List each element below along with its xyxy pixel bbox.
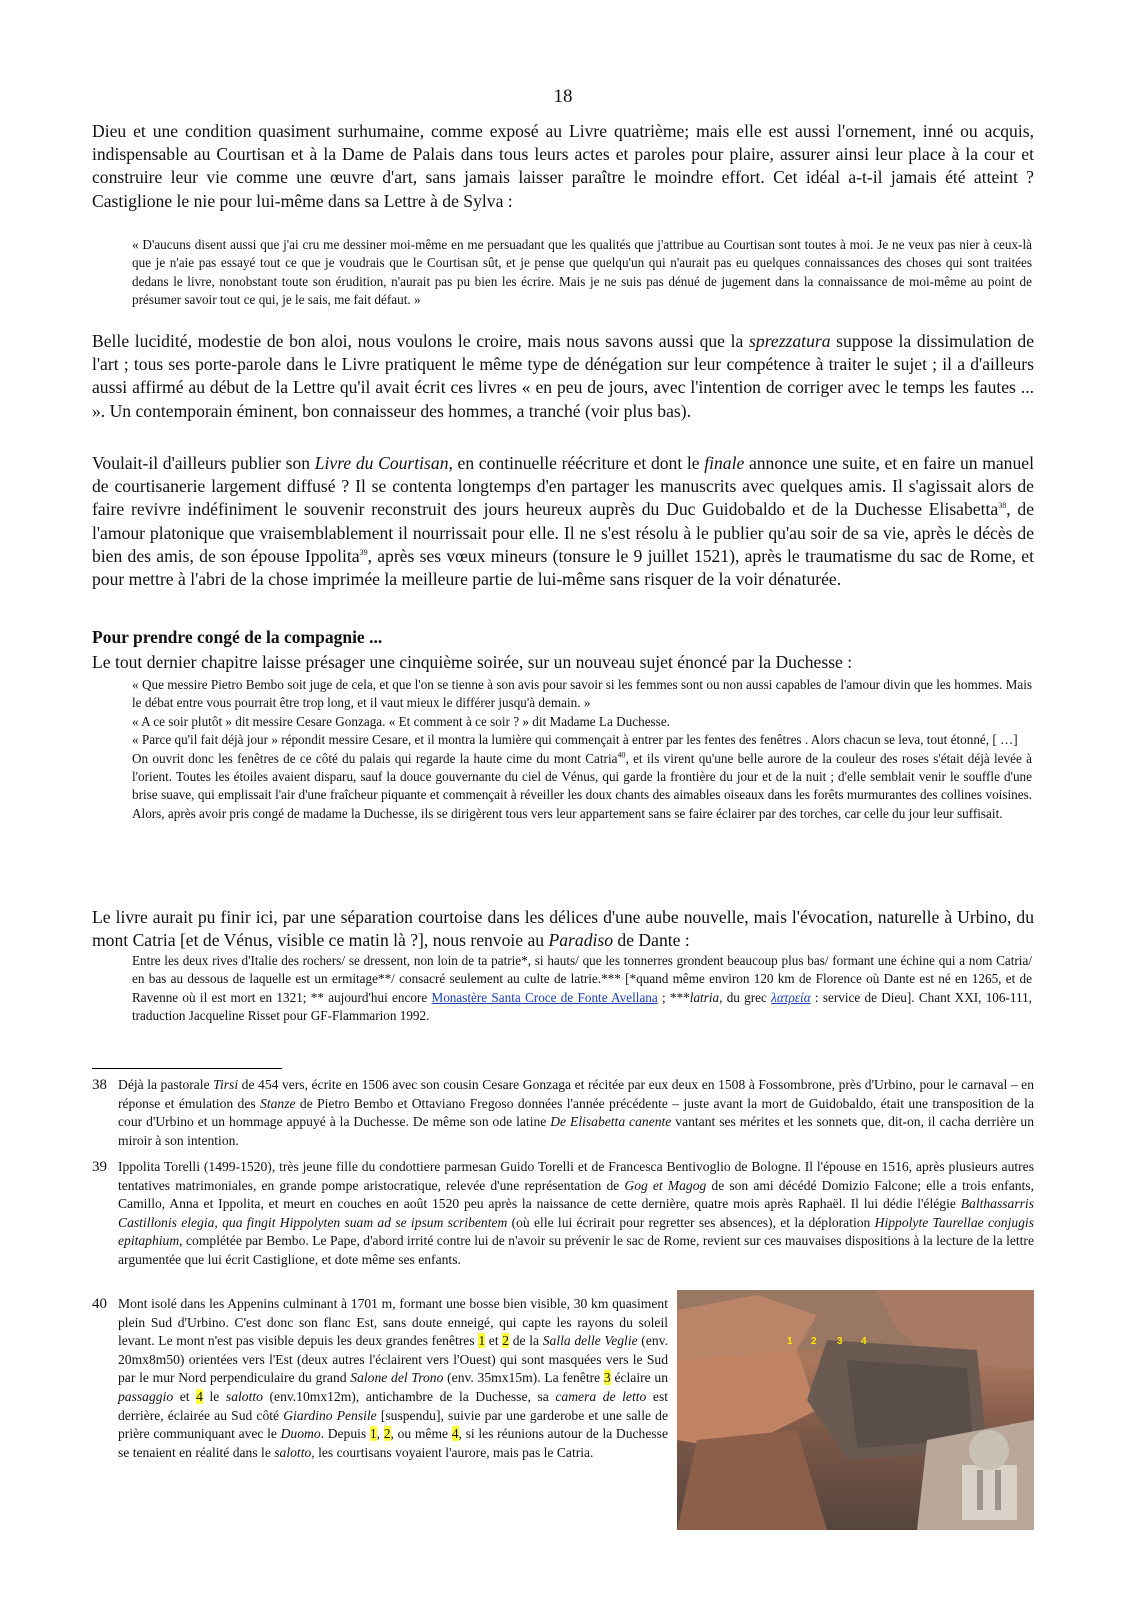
urbino-palace-aerial-photo	[677, 1290, 1034, 1530]
quote-2a: « Que messire Pietro Bembo soit juge de cela, et que l'on se tienne à son avis pour savoir si les femmes sont ou non aussi capables de l'amour divin que les hommes. Mais le débat entre vous pourrait être trop long, et il vaut mieux le différer jusqu'à demain. »	[132, 677, 1032, 711]
quote-2d-a: On ouvrit donc les fenêtres de ce côté du palais qui regarde la haute cime du mont Catria	[132, 750, 618, 766]
photo-illustration	[677, 1290, 1034, 1530]
fn38-italic-stanze: Stanze	[260, 1095, 296, 1111]
quote-dante	[132, 952, 1032, 1026]
p2-italic: sprezzatura	[749, 331, 831, 351]
paragraph-1-text: Dieu et une condition quasiment surhumaine, comme exposé au Livre quatrième; mais elle est aussi l'ornement, inné ou acquis, indispensable au Courtisan et à la Dame de Palais dans tous leurs actes et paroles pour plaire, assurer ainsi leur place à la cour et construire leur vie comme une œuvre d'art, sans jamais laisser paraître le moindre effort. Cet idéal a-t-il jamais été atteint ? Castiglione le nie pour lui-même dans sa Lettre à de Sylva :	[92, 121, 1034, 211]
fn40-text: Mont isolé dans les Appenins culminant à 1701 m, formant une bosse bien visible, 30 km quasiment plein Sud d'Urbino. C'est donc son flanc Est, sans doute enneigé, qui capte les rayons du soleil levant. Le mont n'est pas visible depuis les deux grandes fenêtres	[118, 1296, 668, 1349]
p3-text-e: annonce une suite, et en faire un manuel de courtisanerie largement diffusé ? Il se contenta longtemps d'en partager les manuscrits avec quelques amis. Il s'agissait alors de faire revivre indéfiniment le souvenir reconstruit des jours heureux auprès du Duc Guidobaldo et de la Duchesse Elisabetta	[92, 453, 1034, 520]
quote-lettre-sylva	[132, 236, 1032, 310]
p3-italic-finale: finale	[704, 453, 745, 473]
fn40-text: éclaire un	[610, 1370, 668, 1386]
p3-text-c: , en continuelle réécriture et dont le	[448, 453, 705, 473]
quote-3-italic-latria: latria,	[689, 989, 723, 1005]
window-3-marker: 3	[603, 1370, 611, 1386]
fn40-italic: camera de letto	[555, 1388, 647, 1404]
window-4-marker: 4	[451, 1426, 459, 1442]
fn40-text: , ou même	[390, 1426, 452, 1442]
fn38-text: Déjà la pastorale	[118, 1077, 214, 1092]
fn40-text: [suspendu], suivie par une garderobe et une salle de prière communiquant avec le	[118, 1407, 668, 1442]
page-number: 18	[553, 86, 573, 107]
window-1-marker: 1	[369, 1426, 377, 1442]
fn39-italic: Gog et Magog	[624, 1177, 707, 1193]
quote-2d-b: , et ils virent qu'une belle aurore de la couleur des roses s'était déjà levée à l'orient. Toutes les étoiles avaient disparu, sauf la douce gouvernante du ciel de Vénus, qui garde la frontière du jour et de la nuit ; d'elle semblait venir le souffle d'une brise suave, qui emplissait l'air d'une fraîcheur piquante et commençait à réveiller les doux chants des aimables oiseaux dans les forêts murmurantes des collines voisines. Alors, après avoir pris congé de madame la Duchesse, ils se dirigèrent tous vers leur appartement sans se faire éclairer par des torches, car celle du jour leur suffisait.	[132, 750, 1032, 821]
fn40-italic: Duomo	[280, 1426, 321, 1442]
quote-3-text-e: : service de Dieu]. Chant XXI, 106-111, traduction Jacqueline Risset pour GF-Flammarion 1992.	[132, 989, 1032, 1024]
footnote-separator	[92, 1068, 282, 1069]
fn40-text: , les courtisans voyaient l'aurore, mais pas le Catria.	[311, 1444, 594, 1460]
fn40-italic: Salla delle Veglie	[542, 1333, 638, 1349]
paragraph-2	[92, 330, 1034, 423]
footnote-ref-38[interactable]: 38	[998, 501, 1007, 511]
fn40-italic: passaggio	[118, 1388, 174, 1404]
fn39-italic: Hippolyte Taurellae conjugis epitaphium	[118, 1214, 1035, 1249]
quote-2b: « A ce soir plutôt » dit messire Cesare Gonzaga. « Et comment à ce soir ? » dit Madame La Duchesse.	[132, 713, 670, 729]
fn38-text: de Pietro Bembo et Ottaviano Fregoso données l'année précédente – juste avant la mort de Guidobaldo, était une transposition de la cour d'Urbino et un hommage appuyé à la Duchesse. De même son ode latine	[118, 1095, 1034, 1130]
window-4-marker: 4	[196, 1388, 203, 1404]
fn39-text: de son ami décédé Domizio Falcone; elle a trois enfants, Camillo, Anna et Ippolita, et meurt en couches en août 1520 peu après la naissance de cette dernière, quatre mois après Raphaël. Il lui dédie l'élégie	[118, 1177, 1034, 1212]
fn38-text: de 454 vers, écrite en 1506 avec son cousin Cesare Gonzaga et récitée par eux deux en 1508 à Fossombrone, près d'Urbino, pour le carnaval – en réponse et émulation des	[118, 1077, 1034, 1111]
fn39-text: Ippolita Torelli (1499-1520), très jeune fille du condottiere parmesan Guido Torelli et de Francesca Bentivoglio de Bologne. Il l'épouse en 1516, après plusieurs autres tentatives matrimoniales, en grande pompe aristocratique, relevée d'une représentation de	[118, 1159, 1034, 1193]
footnote-39	[92, 1158, 1034, 1270]
photo-label: 1	[787, 1336, 793, 1347]
fn38-text: vantant ses mérites et les sonnets que, dit-on, il cacha derrière un miroir à son intention.	[118, 1114, 1035, 1148]
fn40-italic: salotto	[274, 1444, 312, 1460]
fn38-italic-tirsi: Tirsi	[213, 1077, 239, 1092]
p5-text-c: de Dante :	[613, 930, 690, 951]
footnote-ref-39[interactable]: 39	[359, 547, 368, 557]
fn38-italic-ode: De Elisabetta canente	[550, 1114, 672, 1130]
p2-text-a: Belle lucidité, modestie de bon aloi, nous voulons le croire, mais nous savons aussi que la	[92, 331, 750, 351]
fn40-text: et	[173, 1388, 197, 1404]
p3-text-a: Voulait-il d'ailleurs publier son	[92, 453, 315, 473]
fn39-text: , complétée par Bembo. Le Pape, d'abord irrité contre lui de n'avoir su prévenir le sac de Rome, revient sur ces mauvaises dispositions à la lecture de la lettre argumentée que lui écrit Castiglione, et dote même ses enfants.	[118, 1233, 1034, 1267]
fn40-italic: salotto	[225, 1388, 263, 1404]
p3-text-f: , de l'amour platonique que vraisemblablement il nourrissait pour elle. Il ne s'est résolu à le publier qu'au soir de sa vie, après le décès de bien des amis, de son épouse Ippolita	[92, 499, 1034, 566]
section-heading: Pour prendre congé de la compagnie ...	[92, 627, 383, 647]
fn40-text: . Depuis	[320, 1426, 370, 1442]
paragraph-4	[92, 651, 1034, 674]
fn40-text: (env. 35mx15m). La fenêtre	[443, 1370, 604, 1386]
fn40-italic: Salone del Trono	[350, 1370, 444, 1386]
paragraph-1	[92, 120, 1034, 213]
footnote-ref-40[interactable]: 40	[617, 750, 626, 760]
footnote-38-number: 38	[92, 1077, 107, 1093]
window-2-marker: 2	[383, 1426, 391, 1442]
p2-text-c: suppose la dissimulation de l'art ; tous ses porte-parole dans le Livre pratiquent le même type de dénégation sur leur compétence à traiter le sujet ; il a d'ailleurs aussi affirmé au début de la Lettre qu'il avait écrit ces livres « en peu de jours, avec l'intention de corriger avec le temps les fautes ... ». Un contemporain éminent, bon connaisseur des hommes, a tranché (voir plus bas).	[92, 331, 1035, 421]
fn40-text: , si les réunions autour de la Duchesse se tenaient en réalité dans le	[118, 1426, 669, 1460]
fn40-text: ,	[376, 1426, 384, 1442]
fn40-text: et	[485, 1333, 503, 1349]
window-1-marker: 1	[478, 1333, 486, 1349]
fn40-italic: Giardino Pensile	[283, 1407, 377, 1423]
link-fonte-avellana[interactable]: Monastère Santa Croce de Fonte Avellana	[431, 989, 658, 1005]
fn39-text: (où elle lui écrirait pour regretter ses absences), et la déploration	[507, 1214, 875, 1230]
quote-dernier-chapitre	[132, 676, 1032, 823]
photo-label: 4	[861, 1336, 867, 1347]
paragraph-5	[92, 906, 1034, 952]
fn40-text: est derrière, éclairée au Sud côté	[118, 1388, 669, 1423]
paragraph-3	[92, 452, 1034, 591]
quote-1-text: « D'aucuns disent aussi que j'ai cru me dessiner moi-même en me persuadant que les qualités que j'attribue au Courtisan sont toutes à moi. Je ne veux pas nier à ceux-là que je n'aie pas essayé tout ce que je voudrais que le Courtisan sût, et je pense que quelqu'un qui n'aurait pas eu quelques connaissances des choses qui sont traitées dedans le livre, nonobstant toute son érudition, n'aurait pas pu bien les écrire. Mais je ne suis pas dénué de jugement dans la connaissance de moi-même au point de présumer savoir tout ce qui, je le sais, me fait défaut. »	[132, 237, 1032, 308]
fn40-text: (env. 20mx8m50) orientées vers l'Est (deux autres l'éclairent vers l'Ouest) qui sont masquées vers le Sud par le mur Nord perpendiculaire du grand	[118, 1333, 668, 1386]
quote-3-text-b: ; ***	[657, 989, 690, 1005]
footnote-39-number: 39	[92, 1159, 107, 1175]
paragraph-4-text: Le tout dernier chapitre laisse présager une cinquième soirée, sur un nouveau sujet énoncé par la Duchesse :	[92, 652, 853, 672]
p3-italic-title: Livre du Courtisan	[314, 453, 449, 473]
p5-text-a: Le livre aurait pu finir ici, par une séparation courtoise dans les délices d'une aube nouvelle, mais l'évocation, naturelle à Urbino, du mont Catria [et de Vénus, visible ce matin là ?], nous renvoie au	[92, 907, 1034, 951]
photo-label: 2	[811, 1336, 817, 1347]
window-2-marker: 2	[502, 1333, 510, 1349]
fn39-italic: Balthassarris Castillonis elegia, qua fingit Hippolyten suam ad se ipsum scribentem	[118, 1196, 1034, 1230]
footnote-40-number: 40	[92, 1296, 107, 1312]
link-greek-latreia[interactable]: λατρεία	[771, 989, 811, 1005]
quote-2c: « Parce qu'il fait déjà jour » répondit messire Cesare, et il montra la lumière qui commençait à entrer par les fentes des fenêtres . Alors chacun se leva, tout étonné, [ …]	[132, 732, 1018, 748]
fn40-text: de la	[509, 1333, 543, 1349]
fn40-text: le	[202, 1388, 226, 1404]
quote-3-text-a: Entre les deux rives d'Italie des rochers/ se dressent, non loin de ta patrie*, si hauts/ que les tonnerres grondent beaucoup plus bas/ formant une échine qui a nom Catria/ en bas au dessous de laquelle est un ermitage**/ consacré seulement au culte de latrie.*** [*quand même environ 120 km de Florence où Dante est né en 1265, et de Ravenne où il est mort en 1321; ** aujourd'hui encore	[132, 953, 1032, 1005]
photo-label: 3	[837, 1336, 843, 1347]
p3-text-g: , après ses vœux mineurs (tonsure le 9 juillet 1521), après le traumatisme du sac de Rome, et pour mettre à l'abri de la chose imprimée la meilleure partie de lui-même sans risquer de la voir dénaturée.	[92, 545, 1034, 590]
footnote-38	[92, 1076, 1034, 1150]
quote-3-text-d: du grec	[722, 989, 772, 1005]
p5-italic-paradiso: Paradiso	[548, 930, 614, 951]
fn40-text: (env.10mx12m), antichambre de la Duchesse, sa	[262, 1388, 556, 1404]
